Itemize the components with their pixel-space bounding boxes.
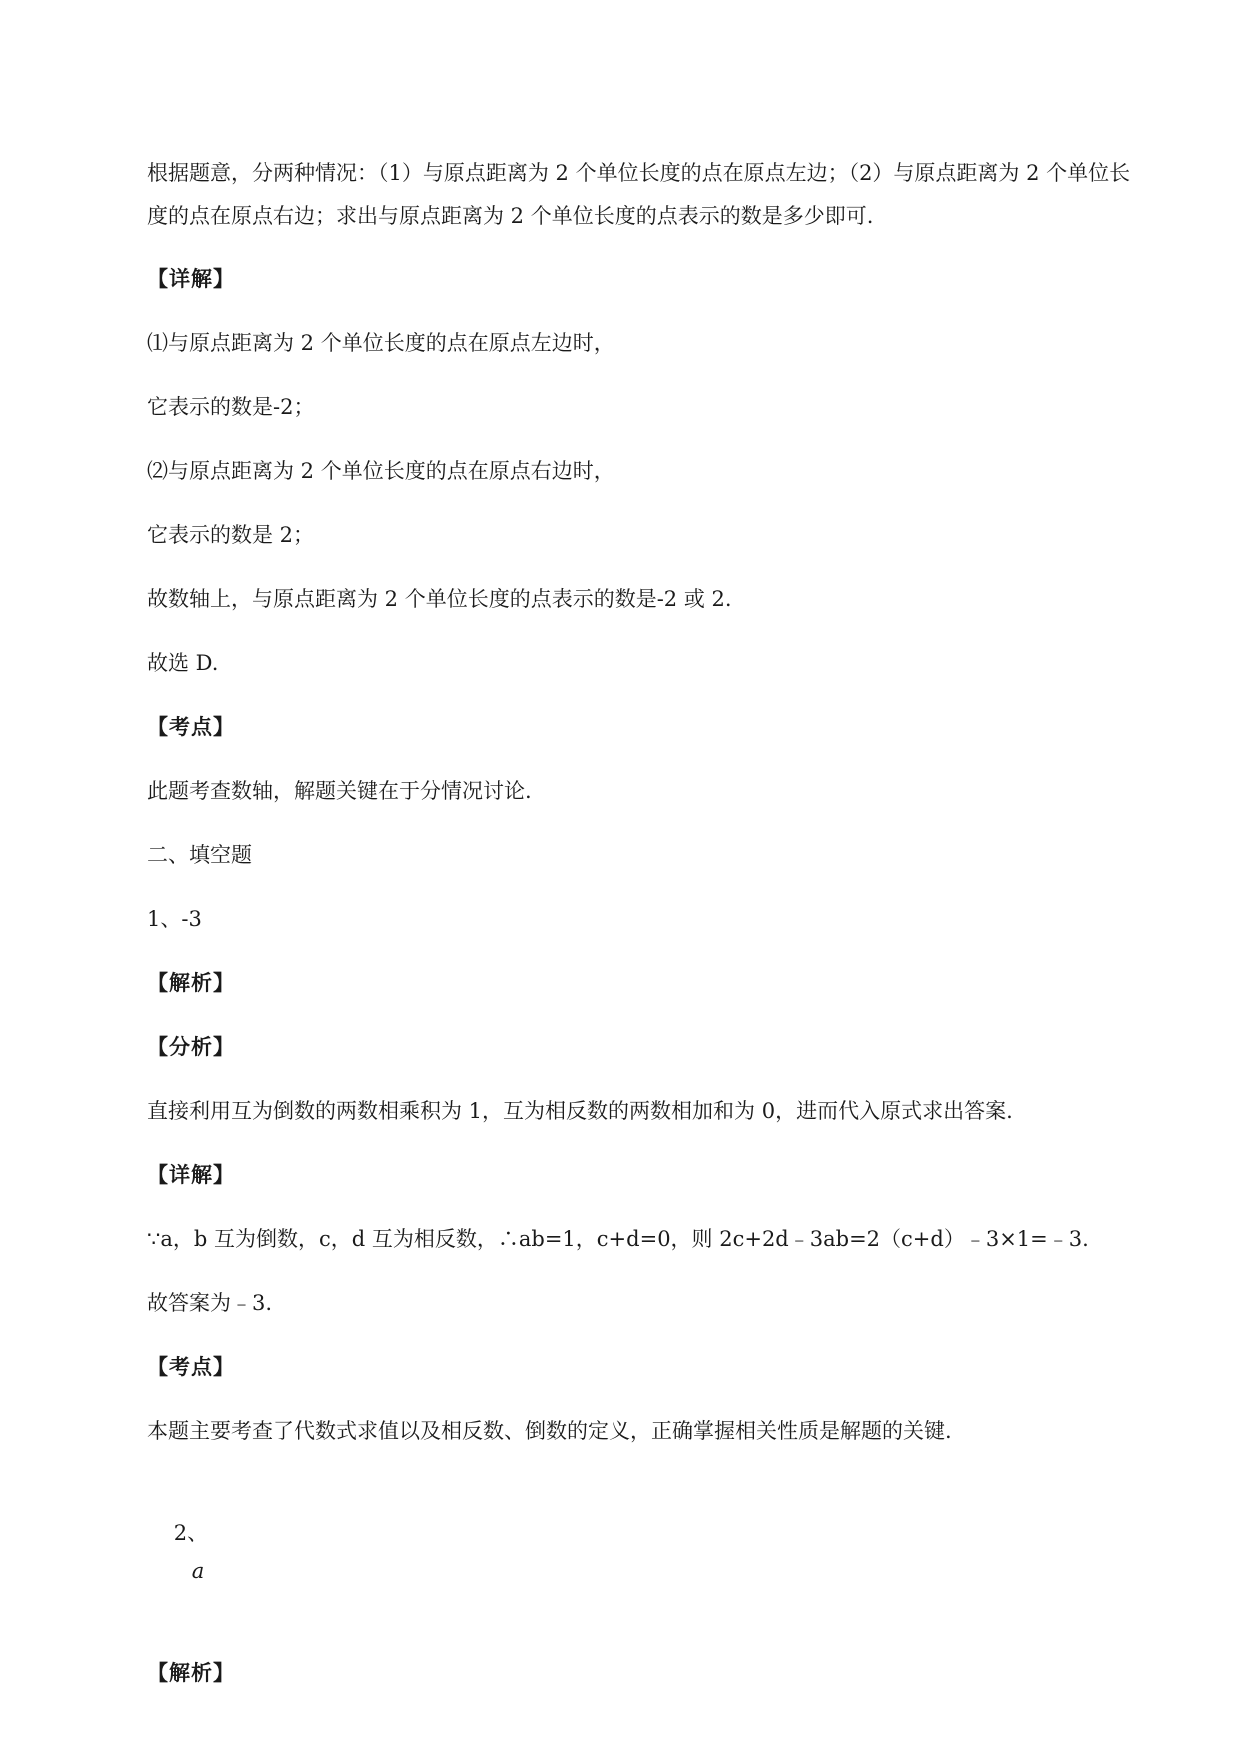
choice-text: 故选 D. <box>147 651 219 675</box>
conclusion-text: 故数轴上，与原点距离为 2 个单位长度的点表示的数是-2 或 2. <box>147 587 732 611</box>
analysis-heading: 【解析】 <box>147 970 235 995</box>
case-2-result: 它表示的数是 2； <box>147 523 315 547</box>
analysis-intro: 根据题意，分两种情况：（1）与原点距离为 2 个单位长度的点在原点左边；（2）与原点距离为 2 个单位长度的点在原点右边；求出与原点距离为 2 个单位长度的点表示的数是多少即可. <box>147 161 1131 228</box>
question-2-number: 2、 <box>173 1521 209 1545</box>
question-1-answer: 1、-3 <box>147 907 202 931</box>
question-2-answer <box>147 1476 1147 1628</box>
point-heading: 【考点】 <box>147 1354 235 1379</box>
point-text: 此题考查数轴，解题关键在于分情况讨论. <box>147 779 532 803</box>
detail-heading: 【详解】 <box>147 1162 235 1187</box>
detail-heading: 【详解】 <box>147 266 235 291</box>
document-page <box>147 152 1147 1692</box>
case-1-result: 它表示的数是-2； <box>147 395 315 419</box>
point-heading: 【考点】 <box>147 714 235 739</box>
case-2-text: ⑵与原点距离为 2 个单位长度的点在原点右边时， <box>147 459 615 483</box>
analysis-heading: 【解析】 <box>147 1660 235 1685</box>
case-1-text: ⑴与原点距离为 2 个单位长度的点在原点左边时， <box>147 331 615 355</box>
detail-text: ∵a，b 互为倒数，c，d 互为相反数，∴ab=1，c+d=0，则 2c+2d﹣3ab=2（c+d）﹣3×1=﹣3. <box>147 1227 1089 1251</box>
section-title: 二、填空题 <box>147 843 252 867</box>
point-text: 本题主要考查了代数式求值以及相反数、倒数的定义，正确掌握相关性质是解题的关键. <box>147 1419 952 1443</box>
fenxi-text: 直接利用互为倒数的两数相乘积为 1，互为相反数的两数相加和为 0，进而代入原式求出答案. <box>147 1099 1013 1123</box>
answer-text: 故答案为﹣3. <box>147 1291 273 1315</box>
fenxi-heading: 【分析】 <box>147 1034 235 1059</box>
question-2-value: a <box>191 1559 205 1583</box>
